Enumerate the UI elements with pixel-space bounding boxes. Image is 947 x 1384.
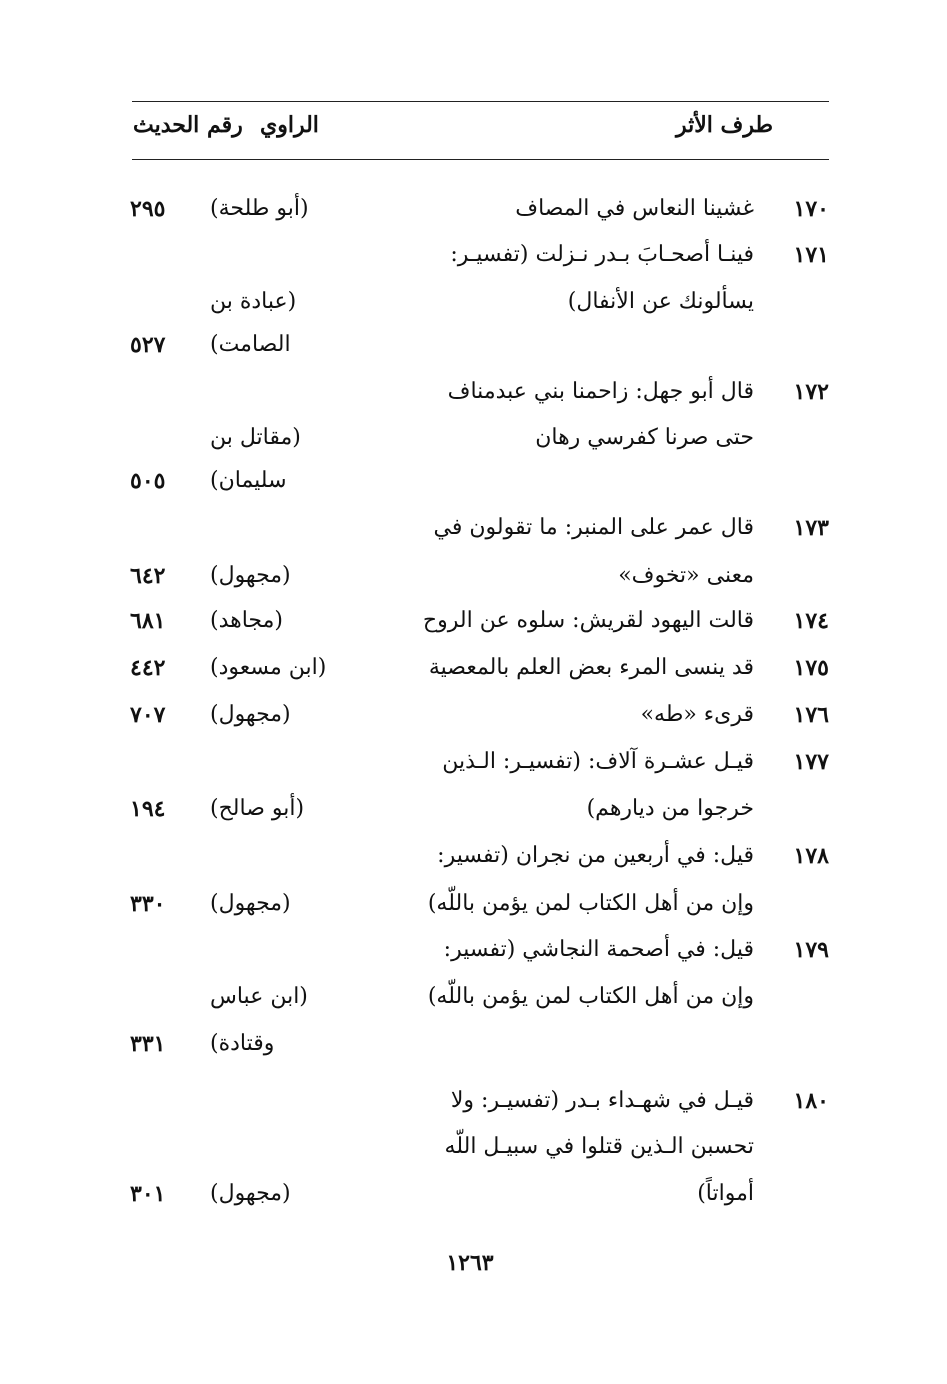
entry-narrator: (مجهول) [210,702,291,727]
entry-number: ١٧٦ [793,702,829,728]
entry-text-line: يسألونك عن الأنفال) [567,289,754,314]
entry-text-line: قال أبو جهل: زاحمنا بني عبدمناف [447,379,754,404]
entry-narrator: (مجهول) [210,891,291,916]
entry-narrator: (أبو صالح) [210,796,305,821]
entry-number: ١٧٨ [793,843,829,869]
entry-number: ١٧٩ [793,937,829,963]
entry-number: ١٧٠ [793,196,829,222]
entry-hadith-number: ٣٣١ [130,1031,166,1057]
entry-narrator: (أبو طلحة) [210,196,309,221]
entry-hadith-number: ٦٨١ [130,608,166,634]
entry-text-line: فينـا أصحـابَ بـدر نـزلت (تفسيـر: [450,242,754,267]
entry-number: ١٧٥ [793,655,829,681]
entry-text-line: قيـل عشـرة آلاف: (تفسيـر: الـذين [442,749,754,774]
entry-number: ١٧١ [793,242,829,268]
entry-hadith-number: ٥٠٥ [130,468,166,494]
entry-hadith-number: ٧٠٧ [130,702,166,728]
entry-number: ١٧٤ [793,608,829,634]
entry-hadith-number: ١٩٤ [130,796,166,822]
entry-narrator: (ابن مسعود) [210,655,327,680]
entry-hadith-number: ٤٤٢ [130,655,166,681]
entry-text-line: معنى «تخوف» [618,563,754,588]
entry-text-line: وإن من أهل الكتاب لمن يؤمن باللّه) [427,984,754,1009]
entry-narrator: الصامت) [210,332,291,357]
column-header-narrator: الراوي [260,112,319,138]
entry-text-line: قرىء «طه» [640,702,754,727]
column-header-number: رقم الحديث [133,112,243,138]
entry-number: ١٧٢ [793,379,829,405]
entry-text-line: قيـل في شهـداء بـدر (تفسيـر: ولا [450,1088,754,1113]
entry-text-line: قالت اليهود لقريش: سلوه عن الروح [422,608,754,633]
entry-hadith-number: ٣٠١ [130,1181,166,1207]
entry-text-line: أمواتاً) [697,1181,754,1206]
entry-text-line: حتى صرنا كفرسي رهان [535,425,754,450]
entry-narrator: (عبادة بن [210,289,297,314]
entry-text-line: خرجوا من ديارهم) [586,796,754,821]
entry-hadith-number: ٥٢٧ [130,332,166,358]
entry-text-line: غشينا النعاس في المصاف [515,196,754,221]
page-number: ١٢٦٣ [446,1250,494,1276]
entry-hadith-number: ٢٩٥ [130,196,166,222]
entry-hadith-number: ٦٤٢ [130,563,166,589]
entry-narrator: سليمان) [210,468,287,493]
entry-narrator: (مقاتل بن [210,425,301,450]
entry-text-line: قال عمر على المنبر: ما تقولون في [433,515,754,540]
entry-narrator: (مجاهد) [210,608,284,633]
entry-text-line: قيل: في أربعين من نجران (تفسير: [437,843,754,868]
entry-hadith-number: ٣٣٠ [130,891,166,917]
entry-number: ١٧٣ [793,515,829,541]
entry-text-line: قد ينسى المرء بعض العلم بالمعصية [428,655,754,680]
entry-text-line: وإن من أهل الكتاب لمن يؤمن باللّه) [427,891,754,916]
header-top-rule [132,101,829,102]
entry-narrator: وقتادة) [210,1031,275,1056]
entry-narrator: (مجهول) [210,563,291,588]
header-bottom-rule [132,159,829,160]
entry-number: ١٧٧ [793,749,829,775]
entry-text-line: تحسبن الـذين قتلوا في سبيـل اللّه [444,1134,754,1159]
entry-text-line: قيل: في أصحمة النجاشي (تفسير: [443,937,754,962]
entry-number: ١٨٠ [793,1088,829,1114]
column-header-hadith: طرف الأثر [675,112,773,138]
entry-narrator: (مجهول) [210,1181,291,1206]
entry-narrator: (ابن عباس [210,984,308,1009]
